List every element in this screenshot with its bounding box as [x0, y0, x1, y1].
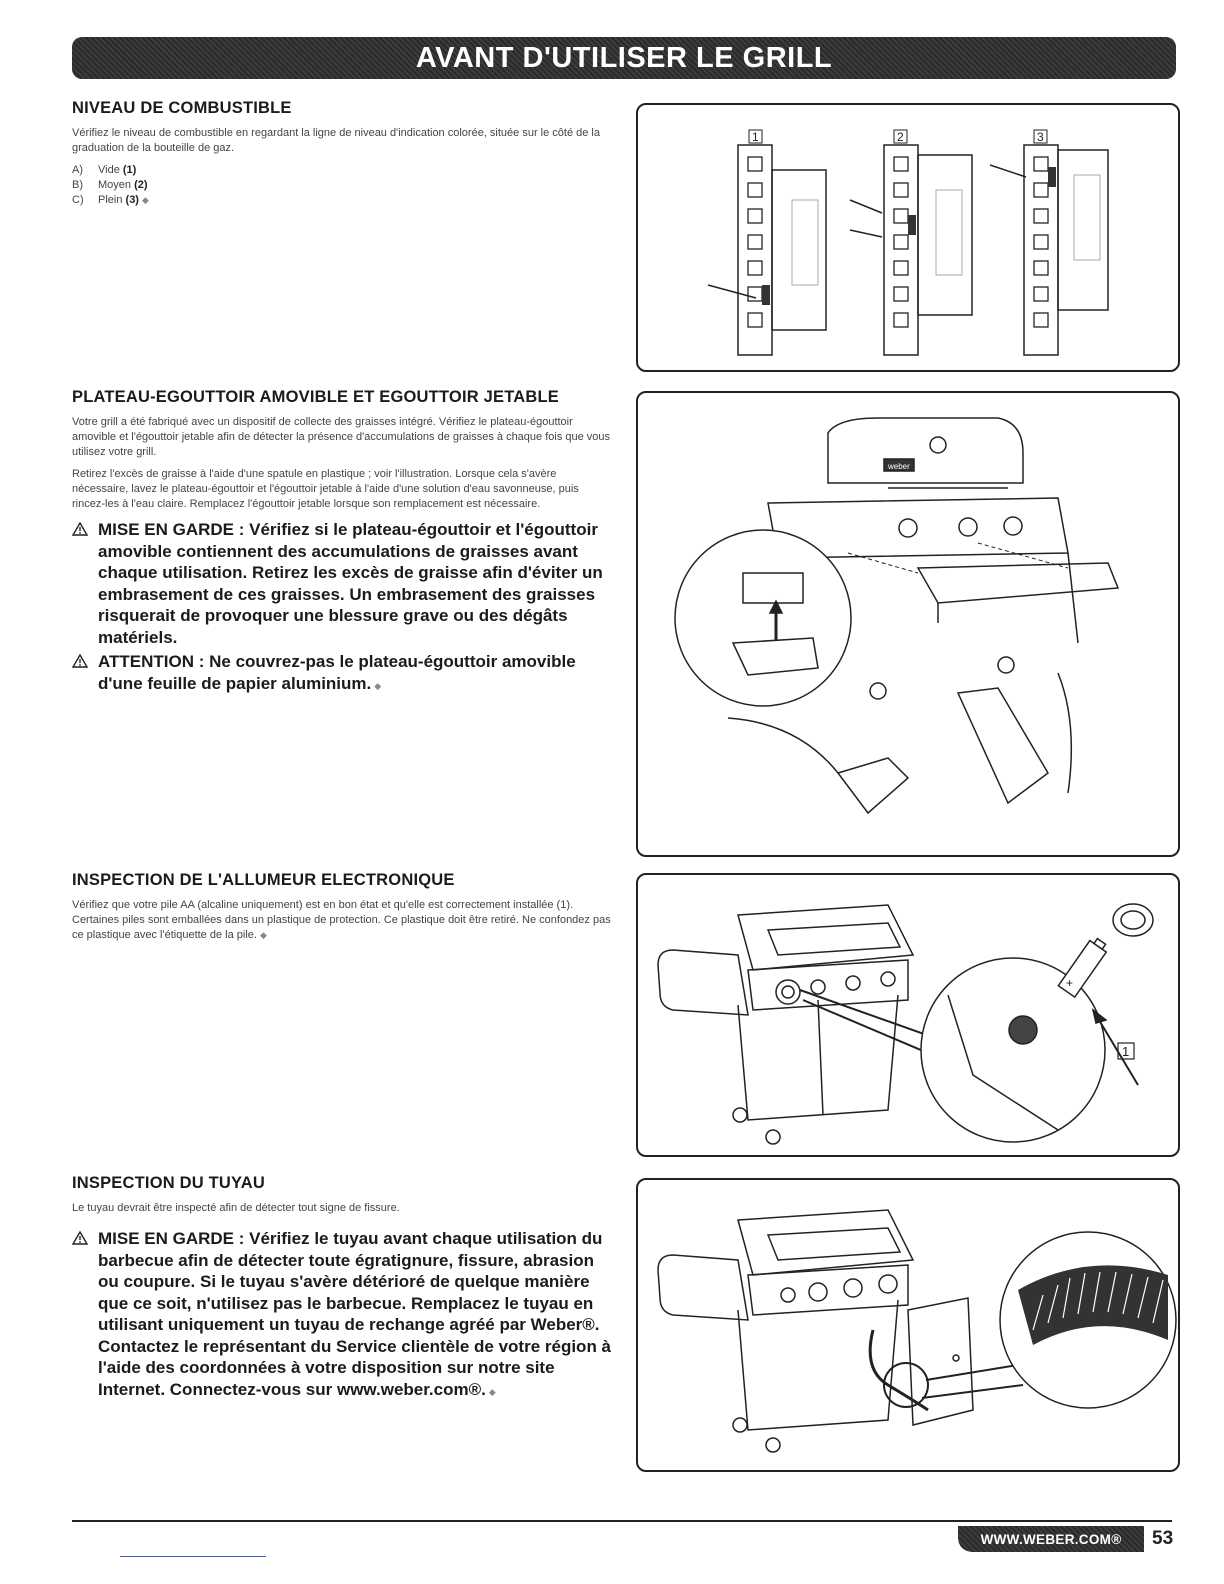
battery-callout-label: 1: [1122, 1044, 1130, 1059]
drip-tray-warning-text: MISE EN GARDE : Vérifiez si le plateau-égouttoir et l'égouttoir amovible contiennent des accumulations de graisses avant chaque utilisation. Retirez les excès de graisse afin d'éviter un embrasement de ces graisses. Un embrasement des graisses risquerait de provoquer une blessure grave ou des dégâts matériels.: [98, 520, 603, 647]
hose-title: INSPECTION DU TUYAU: [72, 1174, 265, 1192]
igniter-title: INSPECTION DE L'ALLUMEUR ELECTRONIQUE: [72, 871, 455, 889]
fuel-level-section: [72, 99, 612, 208]
end-mark-icon: ◆: [374, 680, 382, 691]
list-text: Plein: [98, 194, 123, 206]
list-letter: B): [72, 179, 83, 191]
warning-triangle-icon: [72, 519, 98, 648]
fuel-gauge-illustration: [638, 105, 1178, 370]
battery-plus-sign: +: [1066, 976, 1074, 990]
fuel-level-title: NIVEAU DE COMBUSTIBLE: [72, 99, 292, 117]
drip-tray-para-2: Retirez l'excès de graisse à l'aide d'une spatule en plastique ; voir l'illustration. Lorsque cela s'avère nécessaire, lavez le plateau-égouttoir et l'égouttoir jetable à l'aide d'une solution d'eau savonneuse, puis rincez-les à l'eau claire. Remplacez l'égouttoir jetable lorsque son remplacement est nécessaire.: [72, 468, 579, 510]
igniter-illustration: [638, 875, 1178, 1155]
list-item: [72, 163, 612, 178]
list-letter: C): [72, 194, 84, 206]
page-number: 53: [1152, 1528, 1174, 1549]
hose-body: Le tuyau devrait être inspecté afin de détecter tout signe de fissure.: [72, 1202, 400, 1214]
list-ref: (3): [125, 194, 139, 206]
hose-figure: [636, 1178, 1180, 1472]
page-header-banner: [72, 37, 1176, 79]
igniter-section: [72, 871, 612, 950]
drip-tray-figure: [636, 391, 1180, 857]
warning-triangle-icon: [72, 1228, 98, 1403]
footer-url-badge: [958, 1526, 1144, 1552]
page-title: AVANT D'UTILISER LE GRILL: [415, 41, 833, 74]
grill-brand-label: weber: [888, 462, 910, 471]
igniter-body: Vérifiez que votre pile AA (alcaline uniquement) est en bon état et qu'elle est correctement installée (1). Certaines piles sont emballées dans un plastique de protection. Ce plastique doit être retiré. Ne confondez pas ce plastique avec l'étiquette de la pile.: [72, 899, 611, 941]
warning-triangle-icon: [72, 651, 98, 697]
fuel-gauge-figure: [636, 103, 1180, 372]
drip-tray-para-1: Votre grill a été fabriqué avec un dispositif de collecte des graisses intégré. Vérifiez le plateau-égouttoir amovible et l'égouttoir jetable afin de détecter la présence d'accumulations de graisses à chaque fois que vous utilisez votre grill.: [72, 416, 611, 458]
list-ref: (2): [134, 179, 148, 191]
gauge-label-1: 1: [752, 130, 759, 144]
list-letter: A): [72, 164, 83, 176]
list-item: [72, 178, 612, 193]
drip-tray-title: PLATEAU-EGOUTTOIR AMOVIBLE ET EGOUTTOIR JETABLE: [72, 388, 559, 406]
drip-tray-caution: [72, 651, 612, 697]
gauge-label-2: 2: [897, 130, 904, 144]
footnote-rule: [120, 1556, 266, 1557]
list-item: [72, 193, 612, 208]
fuel-level-intro: Vérifiez le niveau de combustible en regardant la ligne de niveau d'indication colorée, située sur le côté de la graduation de la bouteille de gaz.: [72, 127, 600, 154]
list-text: Moyen: [98, 179, 132, 191]
footer-url: WWW.WEBER.COM®: [980, 1531, 1122, 1547]
drip-tray-warning: [72, 519, 612, 648]
end-mark-icon: ◆: [488, 1386, 496, 1397]
hose-illustration: [638, 1180, 1178, 1470]
drip-tray-illustration: [638, 393, 1178, 855]
list-ref: (1): [122, 164, 137, 176]
igniter-figure: [636, 873, 1180, 1157]
end-mark-icon: ◆: [259, 930, 267, 940]
gauge-label-3: 3: [1037, 130, 1044, 144]
list-text: Vide: [98, 164, 120, 176]
end-mark-icon: ◆: [141, 195, 149, 205]
hose-section: [72, 1174, 612, 1406]
hose-warning: [72, 1228, 612, 1403]
hose-warning-text: MISE EN GARDE : Vérifiez le tuyau avant chaque utilisation du barbecue afin de détecter toute égratignure, fissure, abrasion ou coupure. Si le tuyau s'avère détérioré de quelque manière que ce soit, n'utilisez pas le barbecue. Remplacez le tuyau en utilisant uniquement un tuyau de rechange agréé par Weber®. Contactez le représentant du Service clientèle de votre région à l'aide des coordonnées à votre disposition sur notre site Internet. Connectez-vous sur www.weber.com®.: [98, 1229, 612, 1399]
drip-tray-caution-text: ATTENTION : Ne couvrez-pas le plateau-égouttoir amovible d'une feuille de papier aluminium.: [98, 652, 576, 693]
footer-divider: [72, 1520, 1172, 1522]
drip-tray-section: [72, 388, 612, 700]
